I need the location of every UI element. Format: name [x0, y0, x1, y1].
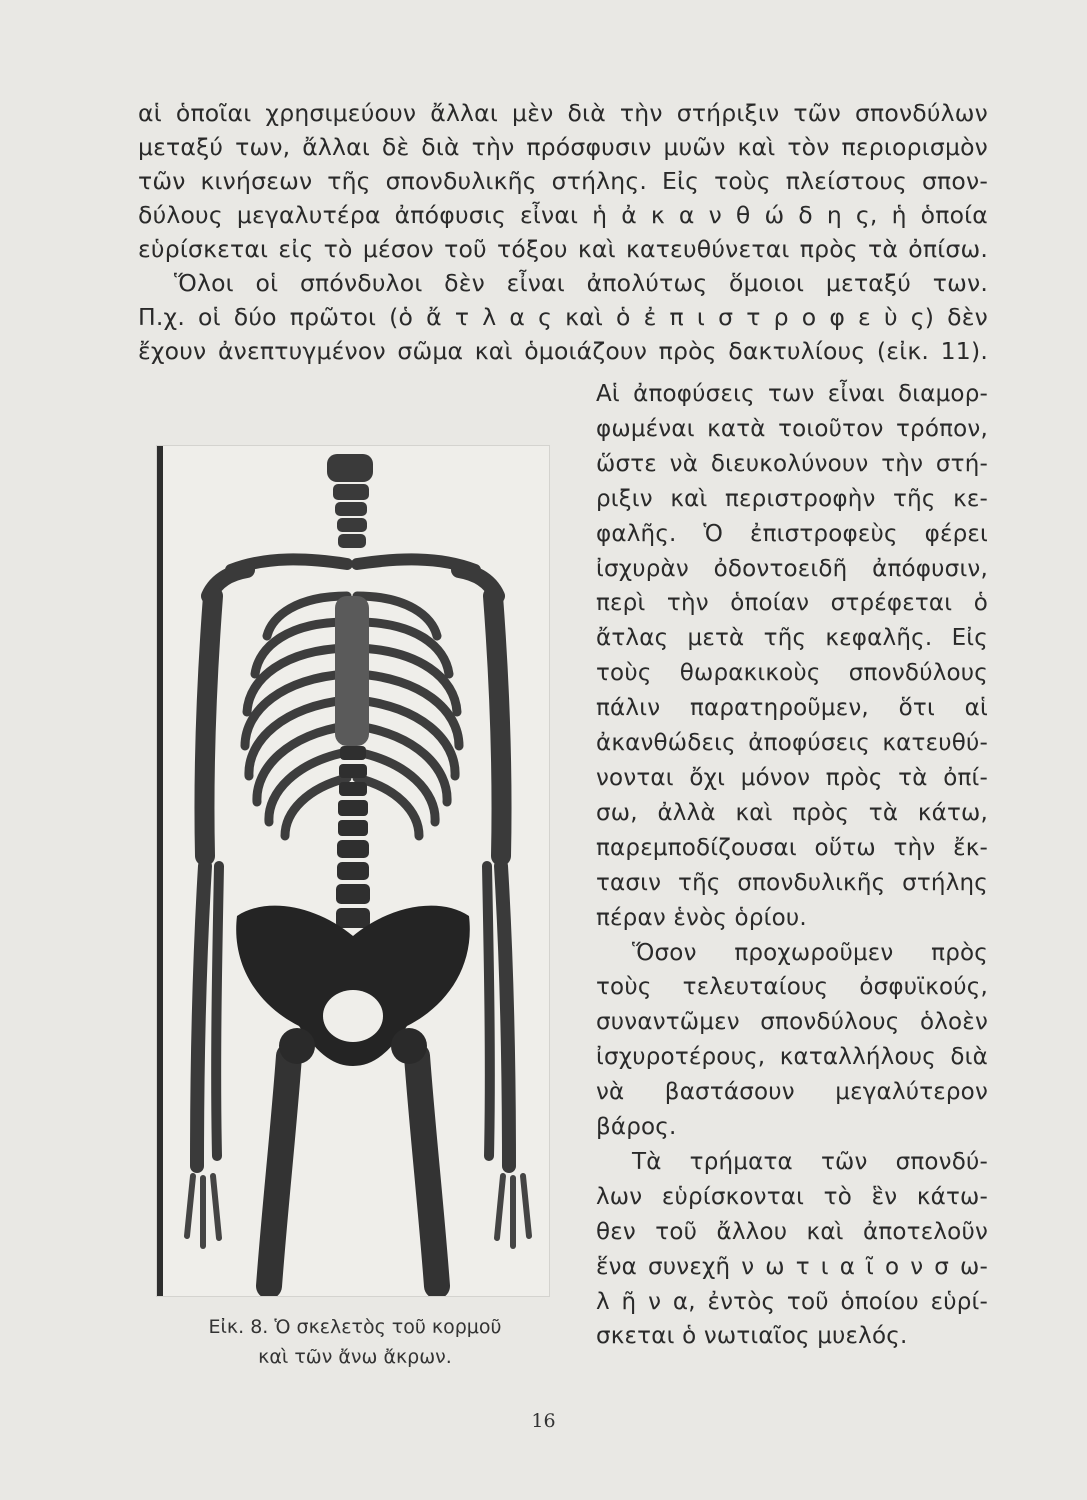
text-line: νονται ὄχι μόνον πρὸς τὰ ὀπί- — [596, 764, 988, 791]
body-text-full-width — [138, 96, 988, 368]
text-line: βάρος. — [596, 1114, 677, 1141]
text-line: ἔχουν ἀνεπτυγμένον σῶμα καὶ ὁμοιάζουν πρὸς δακτυλίους (εἰκ. 11). — [138, 337, 988, 365]
text-line: μεταξύ των, ἄλλαι δὲ διὰ τὴν πρόσφυσιν μυῶν καὶ τὸν περιορισμὸν — [138, 133, 988, 161]
text-line: λων εὑρίσκονται τὸ ἓν κάτω- — [596, 1183, 988, 1210]
text-line: αἱ ὁποῖαι χρησιμεύουν ἄλλαι μὲν διὰ τὴν στήριξιν τῶν σπονδύλων — [138, 99, 988, 127]
text-line: ριξιν καὶ περιστροφὴν τῆς κε- — [596, 485, 988, 512]
text-line: ἕνα συνεχῆ ν ω τ ι α ῖ ο ν σ ω- — [596, 1253, 988, 1280]
text-line: πέραν ἑνὸς ὁρίου. — [596, 904, 807, 931]
text-line: Ὅσον προχωροῦμεν πρὸς — [632, 939, 988, 966]
skeleton-figure — [156, 445, 550, 1297]
caption-line: Εἰκ. 8. Ὁ σκελετὸς τοῦ κορμοῦ — [208, 1316, 502, 1338]
text-line: περὶ τὴν ὁποίαν στρέφεται ὁ — [596, 590, 988, 617]
text-line: τασιν τῆς σπονδυλικῆς στήλης — [596, 869, 988, 896]
text-line: σκεται ὁ νωτιαῖος μυελός. — [596, 1323, 908, 1350]
text-line: πάλιν παρατηροῦμεν, ὅτι αἱ — [596, 695, 988, 722]
skeleton-illustration — [157, 446, 549, 1296]
text-line: Αἱ ἀποφύσεις των εἶναι διαμορ- — [596, 381, 988, 407]
text-line: Τὰ τρήματα τῶν σπονδύ- — [632, 1148, 988, 1175]
text-line: τῶν κινήσεων τῆς σπονδυλικῆς στήλης. Εἰς τοὺς πλείστους σπον- — [138, 167, 988, 195]
text-line: δύλους μεγαλυτέρα ἀπόφυσις εἶναι ἡ ἀ κ α ν θ ώ δ η ς, ἡ ὁποία — [138, 201, 988, 229]
text-line: νὰ βαστάσουν μεγαλύτερον — [596, 1079, 988, 1106]
body-text-column — [596, 377, 988, 1354]
figure-caption — [150, 1312, 560, 1372]
text-line: φαλῆς. Ὁ ἐπιστροφεὺς φέρει — [596, 520, 988, 547]
text-line: ἀκανθώδεις ἀποφύσεις κατευθύ- — [596, 730, 988, 757]
text-line: Π.χ. οἱ δύο πρῶτοι (ὁ ἄ τ λ α ς καὶ ὁ ἐ π ι σ τ ρ ο φ ε ὺ ς) δὲν — [138, 303, 988, 331]
text-line: ἰσχυρὰν ὀδοντοειδῆ ἀπόφυσιν, — [596, 555, 988, 582]
text-line: θεν τοῦ ἄλλου καὶ ἀποτελοῦν — [596, 1218, 988, 1245]
text-line: ὥστε νὰ διευκολύνουν τὴν στή- — [596, 450, 988, 477]
page-number: 16 — [531, 1410, 556, 1432]
caption-line: καὶ τῶν ἄνω ἄκρων. — [258, 1346, 452, 1368]
text-line: παρεμποδίζουσαι οὕτω τὴν ἔκ- — [596, 834, 988, 861]
text-line: ἰσχυροτέρους, καταλλήλους διὰ — [596, 1044, 988, 1071]
text-line: τοὺς θωρακικοὺς σπονδύλους — [596, 660, 988, 687]
text-line: φωμέναι κατὰ τοιοῦτον τρόπον, — [596, 415, 988, 442]
text-line: λ ῆ ν α, ἐντὸς τοῦ ὁποίου εὑρί- — [596, 1288, 988, 1315]
text-line: Ὅλοι οἱ σπόνδυλοι δὲν εἶναι ἀπολύτως ὅμοιοι μεταξύ των. — [174, 269, 988, 297]
text-line: ἄτλας μετὰ τῆς κεφαλῆς. Εἰς — [596, 625, 988, 652]
text-line: σω, ἀλλὰ καὶ πρὸς τὰ κάτω, — [596, 799, 988, 826]
text-line: τοὺς τελευταίους ὀσφυϊκούς, — [596, 974, 988, 1001]
text-line: εὑρίσκεται εἰς τὸ μέσον τοῦ τόξου καὶ κατευθύνεται πρὸς τὰ ὀπίσω. — [138, 235, 988, 263]
text-line: συναντῶμεν σπονδύλους ὁλοὲν — [596, 1009, 988, 1036]
